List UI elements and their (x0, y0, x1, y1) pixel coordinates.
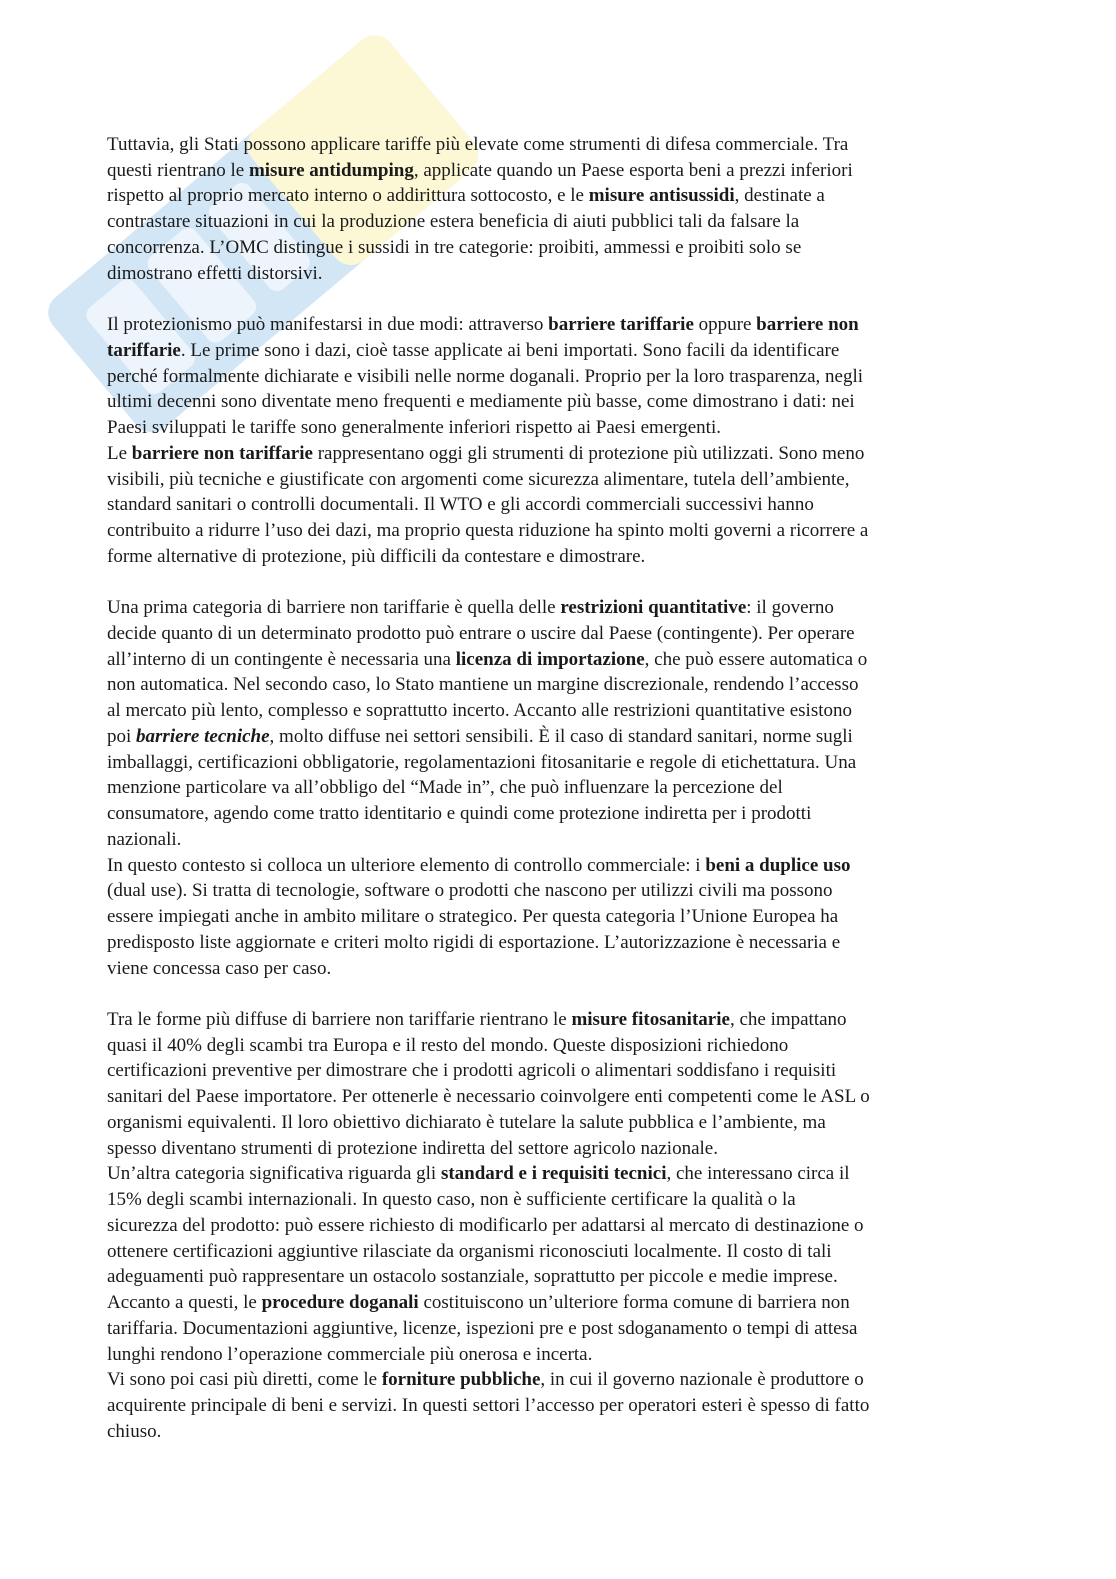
text-line (107, 621, 870, 647)
text-run: lunghi rendono l’operazione commerciale più onerosa e incerta. (107, 1343, 593, 1365)
text-run: menzione particolare va all’obbligo del “Made in”, che può influenzare la percezione del (107, 777, 783, 799)
text-line (107, 1084, 870, 1110)
text-line (107, 878, 870, 904)
text-run: contrastare situazioni in cui la produzione estera beneficia di aiuti pubblici tali da falsare la (107, 211, 800, 233)
text-run: , in cui il governo nazionale è produttore o (540, 1369, 864, 1391)
text-line (107, 801, 870, 827)
text-run: imballaggi, certificazioni obbligatorie, regolamentazioni fitosanitarie e regole di etichettatura. Una (107, 751, 857, 773)
text-run: visibili, più tecniche e giustificate con argomenti come sicurezza alimentare, tutela dell’ambiente, (107, 468, 850, 490)
text-run: Il protezionismo può manifestarsi in due modi: attraverso (107, 314, 549, 336)
text-run: sicurezza del prodotto: può essere richiesto di modificarlo per adattarsi al mercato di destinazione o (107, 1214, 864, 1236)
text-run: , che impattano (729, 1008, 847, 1030)
text-run: , molto diffuse nei settori sensibili. È il caso di standard sanitari, norme sugli (269, 725, 853, 747)
text-run: , che interessano circa il (666, 1163, 850, 1185)
text-run: concorrenza. L’OMC distingue i sussidi in tre categorie: proibiti, ammessi e proibiti solo se (107, 236, 802, 258)
text-line (107, 209, 870, 235)
text-run: decide quanto di un determinato prodotto può entrare o uscire dal Paese (contingente). Per operare (107, 622, 855, 644)
text-line (107, 518, 870, 544)
emphasized-term: misure antisussidi (588, 185, 735, 207)
text-line (107, 1058, 870, 1084)
text-run: contribuito a ridurre l’uso dei dazi, ma proprio questa riduzione ha spinto molti governi a ricorrere a (107, 520, 869, 542)
text-run: all’interno di un contingente è necessaria una (107, 648, 456, 670)
text-line (107, 415, 870, 441)
text-run: . Le prime sono i dazi, cioè tasse applicate ai beni importati. Sono facili da identificare (180, 339, 840, 361)
text-run: Le (107, 442, 132, 464)
emphasized-term: barriere tecniche (136, 725, 270, 747)
paragraph-gap (107, 569, 870, 595)
text-line (107, 1110, 870, 1136)
text-run: consumatore, agendo come tratto identitario e quindi come protezione indiretta per i prodotti (107, 803, 812, 825)
emphasized-term: misure antidumping (248, 159, 414, 181)
text-line (107, 853, 870, 879)
paragraph (107, 1007, 870, 1444)
text-run: non automatica. Nel secondo caso, lo Stato mantiene un margine discrezionale, rendendo l’accesso (107, 674, 859, 696)
text-line (107, 724, 870, 750)
text-line (107, 1239, 870, 1265)
text-run: forme alternative di protezione, più difficili da contestare e dimostrare. (107, 545, 646, 567)
text-line (107, 775, 870, 801)
emphasized-term: beni a duplice uso (705, 854, 851, 876)
text-run: essere impiegati anche in ambito militare o strategico. Per questa categoria l’Unione Europea ha (107, 906, 839, 928)
text-line (107, 956, 870, 982)
text-run: 15% degli scambi internazionali. In questo caso, non è sufficiente certificare la qualità o la (107, 1189, 796, 1211)
text-line (107, 1264, 870, 1290)
text-line (107, 1367, 870, 1393)
text-line (107, 312, 870, 338)
document-body (107, 132, 870, 1444)
text-line (107, 595, 870, 621)
text-run: Tuttavia, gli Stati possono applicare tariffe più elevate come strumenti di difesa commerciale. Tra (107, 134, 849, 155)
text-line (107, 492, 870, 518)
text-line (107, 698, 870, 724)
text-run: certificazioni preventive per dimostrare che i prodotti agricoli o alimentari soddisfano i requisiti (107, 1060, 837, 1082)
emphasized-term: restrizioni quantitative (560, 597, 747, 619)
text-run: questi rientrano le (107, 159, 249, 181)
text-line (107, 904, 870, 930)
text-run: Paesi sviluppati le tariffe sono generalmente inferiori rispetto ai Paesi emergenti. (107, 417, 721, 439)
text-run: ottenere certificazioni aggiuntive rilasciate da organismi riconosciuti localmente. Il costo di tali (107, 1240, 832, 1262)
text-run: poi (107, 725, 137, 747)
text-line (107, 1161, 870, 1187)
emphasized-term: procedure doganali (261, 1292, 419, 1314)
emphasized-term: misure fitosanitarie (571, 1008, 730, 1030)
text-line (107, 441, 870, 467)
emphasized-term: tariffarie (107, 339, 181, 361)
text-run: perché formalmente dichiarate e visibili nelle norme doganali. Proprio per la loro trasparenza, negli (107, 365, 864, 387)
text-run: Vi sono poi casi più diretti, come le (107, 1369, 382, 1391)
text-line (107, 132, 870, 158)
text-run: dimostrano effetti distorsivi. (107, 262, 323, 284)
text-run: chiuso. (107, 1420, 162, 1442)
text-line (107, 1033, 870, 1059)
emphasized-term: barriere tariffarie (548, 314, 694, 336)
text-run: Una prima categoria di barriere non tariffarie è quella delle (107, 597, 561, 619)
text-line (107, 1213, 870, 1239)
text-run: al mercato più lento, complesso e soprattutto incerto. Accanto alle restrizioni quantitative esistono (107, 700, 853, 722)
text-line (107, 1187, 870, 1213)
text-run: costituiscono un’ulteriore forma comune di barriera non (418, 1292, 850, 1314)
text-run: ultimi decenni sono diventate meno frequenti e mediamente più basse, come dimostrano i dati: nei (107, 391, 855, 413)
text-line (107, 1393, 870, 1419)
text-line (107, 647, 870, 673)
emphasized-term: barriere non tariffarie (131, 442, 313, 464)
text-line (107, 672, 870, 698)
text-run: acquirente principale di beni e servizi. In questi settori l’accesso per operatori esteri è spesso di fatto (107, 1394, 870, 1416)
text-line (107, 1136, 870, 1162)
text-run: , che può essere automatica o (644, 648, 868, 670)
text-line (107, 389, 870, 415)
text-run: , destinate a (734, 185, 825, 207)
text-run: Un’altra categoria significativa riguarda gli (107, 1163, 441, 1185)
text-run: predisposto liste aggiornate e criteri molto rigidi di esportazione. L’autorizzazione è necessaria e (107, 931, 841, 953)
text-run: viene concessa caso per caso. (107, 957, 332, 979)
text-run: sanitari del Paese importatore. Per ottenerle è necessario coinvolgere enti competenti come le ASL o (107, 1086, 870, 1108)
text-line (107, 930, 870, 956)
emphasized-term: forniture pubbliche (381, 1369, 541, 1391)
text-line (107, 338, 870, 364)
text-line (107, 261, 870, 287)
text-run: standard sanitari o controlli documentali. Il WTO e gli accordi commerciali successivi hanno (107, 494, 814, 516)
text-run: : il governo (746, 597, 834, 619)
text-run: nazionali. (107, 828, 182, 850)
text-run: In questo contesto si colloca un ulteriore elemento di controllo commerciale: i (107, 854, 706, 876)
text-run: (dual use). Si tratta di tecnologie, software o prodotti che nascono per utilizzi civili ma possono (107, 880, 833, 902)
emphasized-term: barriere non (756, 314, 859, 336)
text-line (107, 827, 870, 853)
text-line (107, 1316, 870, 1342)
paragraph (107, 132, 870, 286)
paragraph-gap (107, 286, 870, 312)
text-run: rispetto al proprio mercato interno o addirittura sottocosto, e le (107, 185, 589, 207)
text-line (107, 1419, 870, 1445)
text-line (107, 467, 870, 493)
emphasized-term: standard e i requisiti tecnici (440, 1163, 667, 1185)
text-line (107, 364, 870, 390)
paragraph (107, 312, 870, 569)
text-line (107, 158, 870, 184)
text-line (107, 1007, 870, 1033)
emphasized-term: licenza di importazione (455, 648, 645, 670)
text-line (107, 1290, 870, 1316)
text-run: Tra le forme più diffuse di barriere non tariffarie rientrano le (107, 1008, 572, 1030)
text-run: adeguamenti può rappresentare un ostacolo sostanziale, soprattutto per piccole e medie imprese. (107, 1266, 838, 1288)
text-line (107, 183, 870, 209)
text-line (107, 1342, 870, 1368)
text-line (107, 750, 870, 776)
text-run: , applicate quando un Paese esporta beni a prezzi inferiori (413, 159, 853, 181)
text-run: rappresentano oggi gli strumenti di protezione più utilizzati. Sono meno (312, 442, 865, 464)
text-run: quasi il 40% degli scambi tra Europa e il resto del mondo. Queste disposizioni richiedono (107, 1034, 789, 1056)
paragraph-gap (107, 981, 870, 1007)
text-run: organismi equivalenti. Il loro obiettivo dichiarato è tutelare la salute pubblica e l’ambiente, ma (107, 1111, 826, 1133)
text-run: oppure (693, 314, 757, 336)
paragraph (107, 595, 870, 981)
text-line (107, 544, 870, 570)
text-run: spesso diventano strumenti di protezione indiretta del settore agricolo nazionale. (107, 1137, 718, 1159)
text-line (107, 235, 870, 261)
text-run: tariffaria. Documentazioni aggiuntive, licenze, ispezioni pre e post sdoganamento o tempi di attesa (107, 1317, 858, 1339)
text-run: Accanto a questi, le (107, 1292, 262, 1314)
